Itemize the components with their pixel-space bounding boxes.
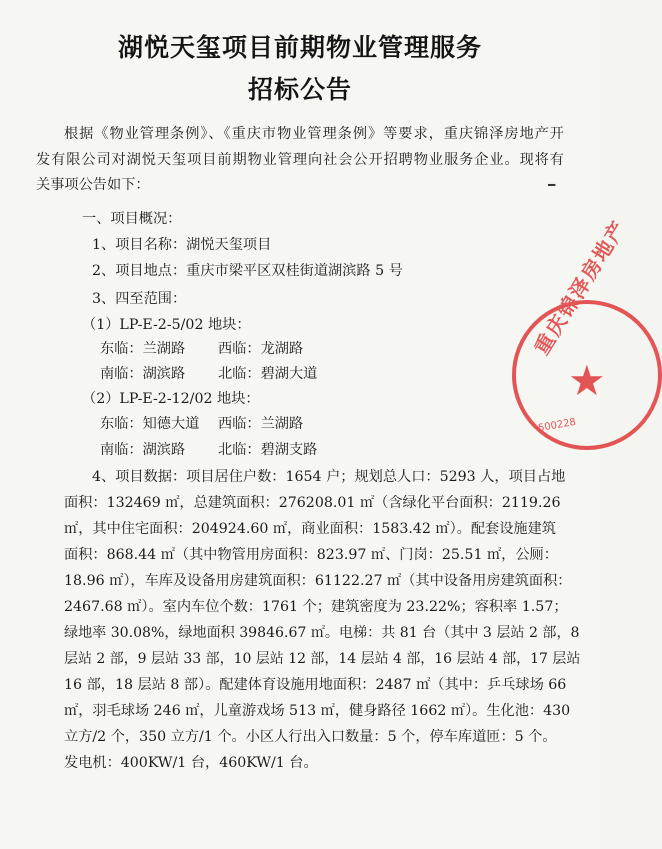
item-boundary: 3、四至范围： [92, 291, 187, 307]
plot2-east: 东临：知德大道 [100, 416, 200, 432]
item-name: 1、项目名称：湖悦天玺项目 [92, 237, 272, 253]
data-line-8: 层站 2 部，9 层站 33 部，10 层站 12 部，14 层站 4 部，16 层站 4 部，17 层站 [64, 651, 581, 667]
plot2-south: 南临：湖滨路 [100, 442, 186, 458]
data-line-10: ㎡，羽毛球场 246 ㎡，儿童游戏场 513 ㎡，健身路径 1662 ㎡）。生化池：430 [64, 703, 571, 719]
seal-code: 500228 [537, 416, 577, 435]
intro-line-1: 根据《物业管理条例》、《重庆市物业管理条例》等要求，重庆锦泽房地产开 [64, 126, 564, 142]
plot1-east: 东临：兰湖路 [100, 341, 186, 357]
seal-text: 重庆锦泽房地产 [529, 215, 632, 359]
intro-line-2: 发有限公司对湖悦天玺项目前期物业管理向社会公开招聘物业服务企业。现将有 [36, 152, 564, 168]
data-line-6: 2467.68 ㎡）。室内车位个数：1761 个；建筑密度为 23.22%；容积率 1.57； [64, 599, 568, 615]
page-title: 湖悦天玺项目前期物业管理服务 [117, 33, 482, 62]
page-subtitle: 招标公告 [247, 75, 352, 104]
data-line-5: 18.96 ㎡），车库及设备用房建筑面积：61122.27 ㎡（其中设备用房建筑面积： [64, 573, 572, 589]
company-seal [512, 215, 662, 450]
intro-line-3: 关事项公告如下： [36, 177, 150, 193]
data-line-1: 4、项目数据：项目居住户数：1654 户；规划总人口：5293 人，项目占地 [92, 469, 566, 485]
item-location: 2、项目地点：重庆市梁平区双桂街道湖滨路 5 号 [92, 263, 403, 279]
data-line-12: 发电机：400KW/1 台，460KW/1 台。 [64, 755, 318, 771]
plot1-west: 西临：龙湖路 [218, 341, 304, 357]
data-line-11: 立方/2 个，350 立方/1 个。小区人行出入口数量：5 个，停车库道匝：5 个。 [64, 729, 557, 745]
data-line-4: 面积：868.44 ㎡（其中物管用房面积：823.97 ㎡、门岗：25.51 ㎡，公厕： [64, 547, 558, 563]
plot2-north: 北临：碧湖支路 [218, 442, 318, 458]
plot2-west: 西临：兰湖路 [218, 416, 304, 432]
seal-star-icon: ★ [568, 356, 606, 405]
scan-mark: ━ [548, 178, 556, 192]
plot1-north: 北临：碧湖大道 [218, 366, 318, 382]
plot2-label: （2）LP-E-2-12/02 地块： [82, 391, 260, 407]
plot1-south: 南临：湖滨路 [100, 366, 186, 382]
data-line-7: 绿地率 30.08%，绿地面积 39846.67 ㎡。电梯：共 81 台（其中 3 层站 2 部，8 [64, 625, 580, 641]
data-line-3: ㎡，其中住宅面积：204924.60 ㎡，商业面积：1583.42 ㎡）。配套设施建筑 [64, 521, 556, 537]
section-heading: 一、项目概况： [82, 211, 182, 227]
data-line-2: 面积：132469 ㎡，总建筑面积：276208.01 ㎡（含绿化平台面积：2119.26 [64, 495, 561, 511]
plot1-label: （1）LP-E-2-5/02 地块： [82, 317, 251, 333]
data-line-9: 16 部，18 层站 8 部）。配建体育设施用地面积：2487 ㎡（其中：乒乓球场 66 [64, 677, 567, 693]
